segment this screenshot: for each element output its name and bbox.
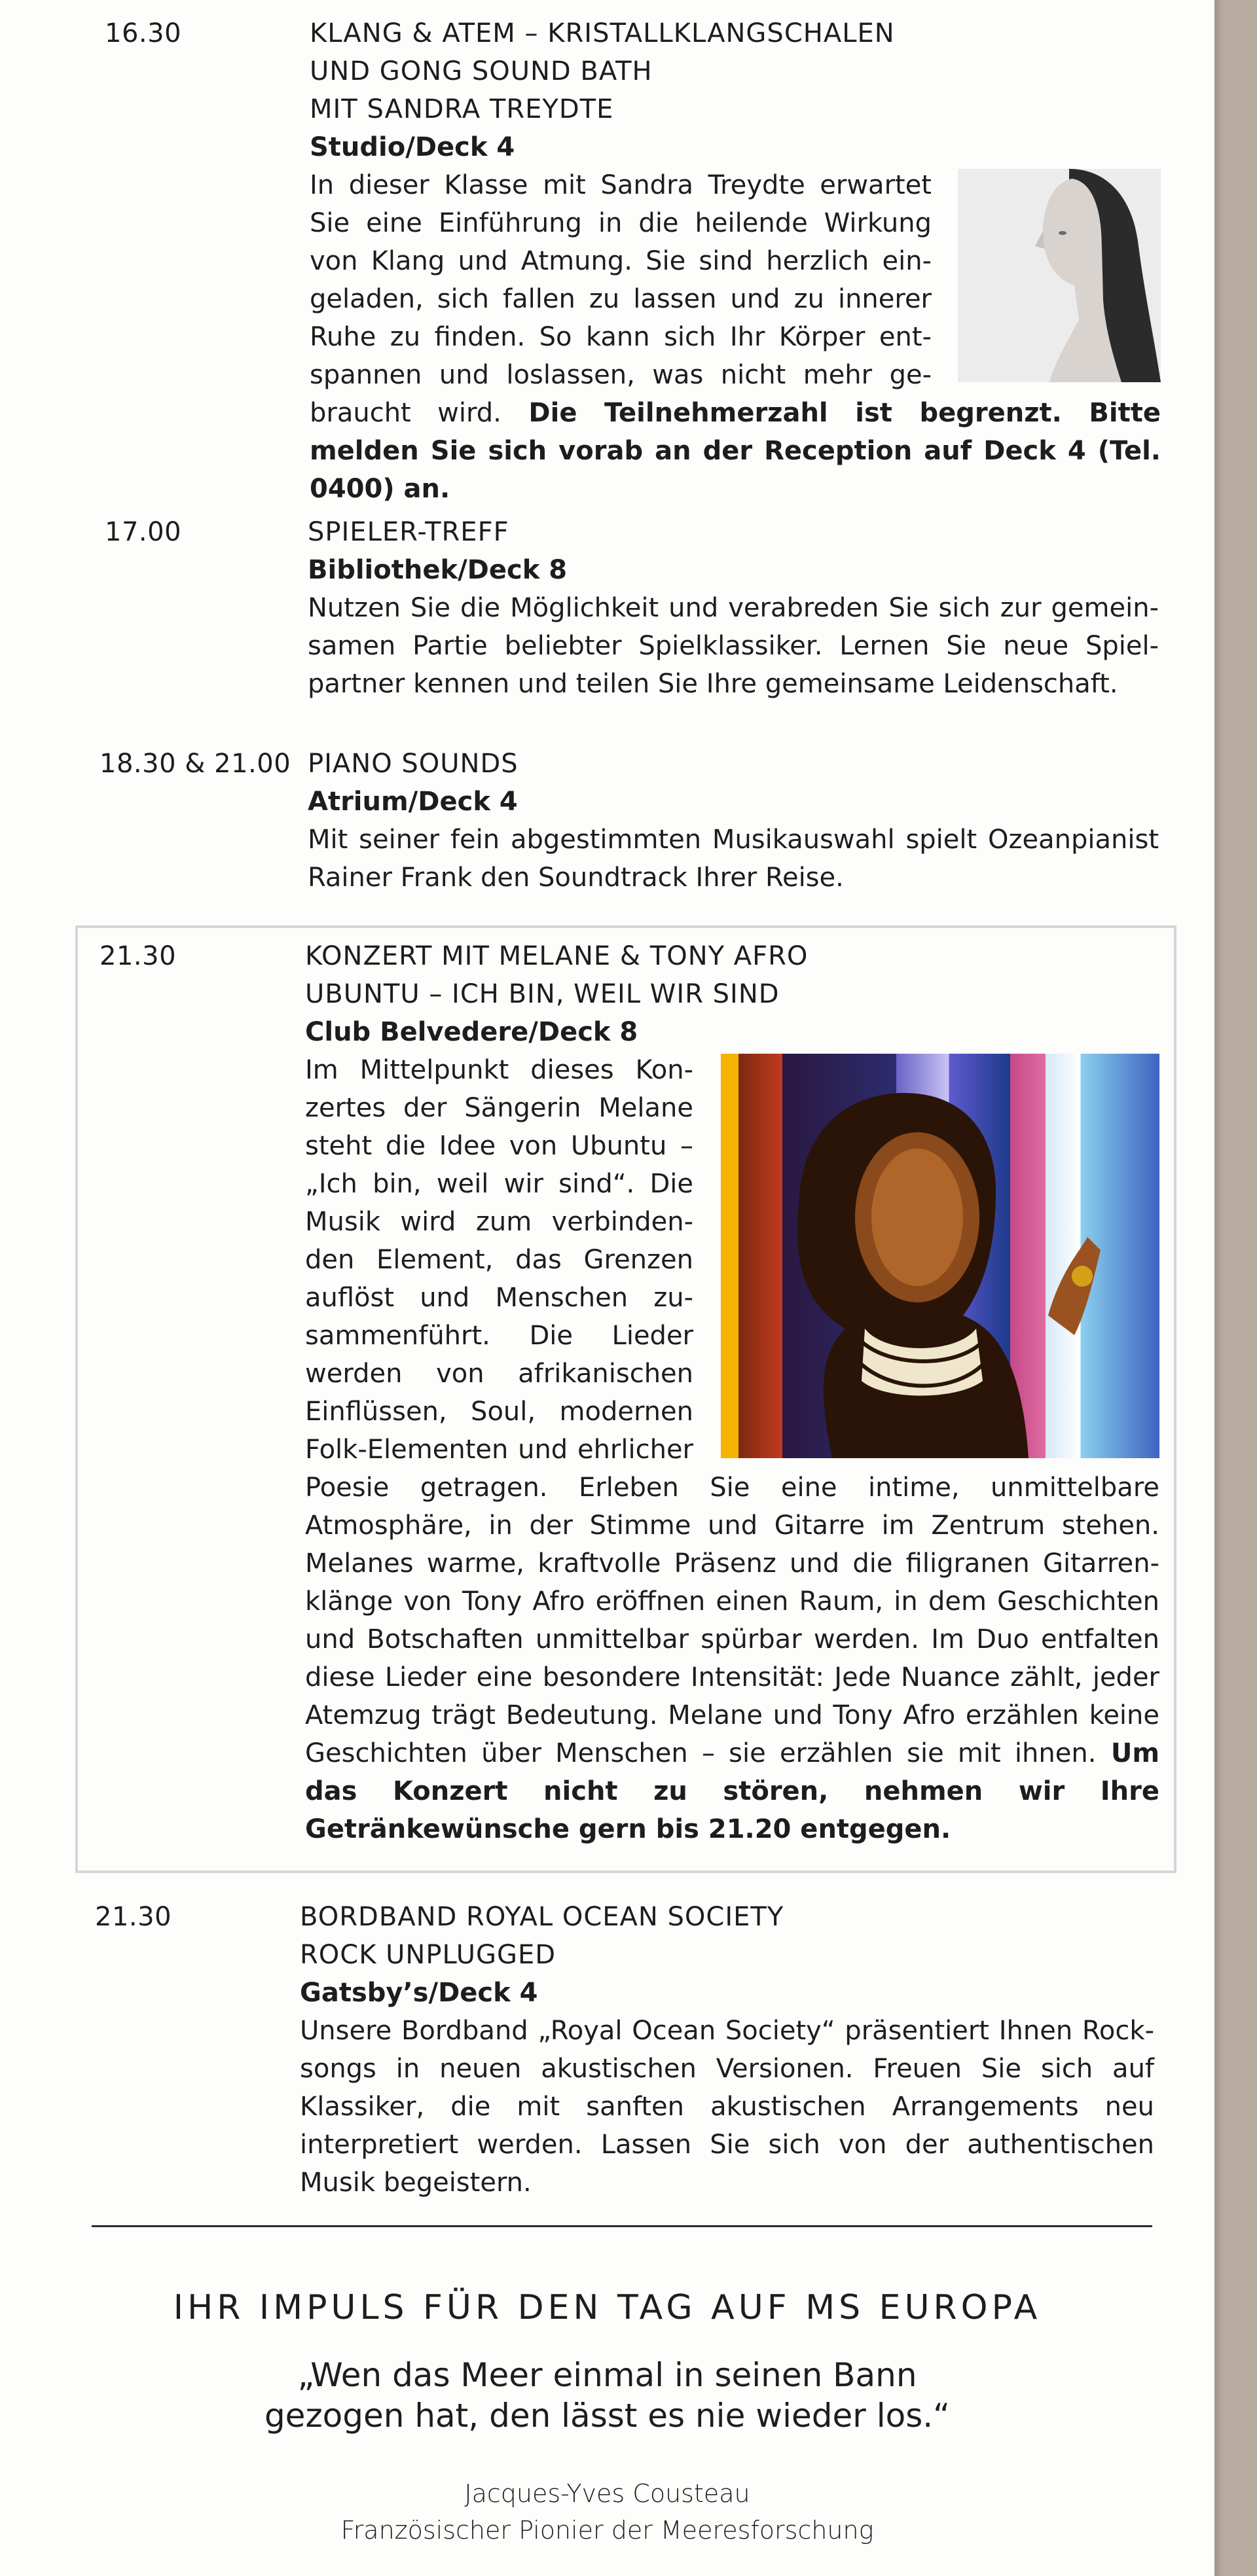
- quote-author-title: Französischer Pionier der Meeresforschung: [340, 2516, 874, 2545]
- event-description-text: Im Mittelpunkt dieses Konzertes der Sängerin Melane steht die Idee von Ubuntu – „Ich bin, weil wir sind“. Die Musik wird zum verbindenden Element, das Grenzen auflöst und Menschen zusammenführt. Die Lieder werden von afrikanischen Einflüssen, Soul, modernen Folk-Elementen und ehrlicher Poesie getragen. Erleben Sie eine intime, unmittelbare Atmosphäre, in der Stimme und Gitarre im Zentrum stehen. Melanes warme, kraftvolle Präsenz und die filigranen Gitarrenklänge von Tony Afro eröffnen einen Raum, in dem Geschichten und Botschaften unmittelbar spürbar werden. Im Duo entfalten diese Lieder eine besondere Intensität: Jede Nuance zählt, jeder Atemzug trägt Bedeutung. Melane und Tony Afro erzählen keine Geschichten über Menschen – sie erzählen sie mit ihnen.: [305, 1055, 1159, 1768]
- event-description: Unsere Bordband „Royal Ocean Society“ präsentiert Ihnen Rocksongs in neuen akustischen Versionen. Freuen Sie sich auf Klassiker, die mit sanften akustischen Arrangements neu interpretiert werden. Lassen Sie sich von der authentischen Musik begeistern.: [300, 2016, 1154, 2198]
- event-piano-sounds: [0, 745, 1214, 902]
- event-drinks-note: Um das Konzert nicht zu stören, nehmen wir Ihre Getränkewünsche gern bis 21.20 entgegen.: [305, 1738, 1159, 1844]
- event-konzert-melane: [0, 937, 1214, 1867]
- melane-photo: [721, 1054, 1159, 1458]
- event-spieler-treff: [0, 513, 1214, 709]
- event-content: [305, 937, 1159, 1848]
- quote-author: Jacques-Yves Cousteau: [464, 2479, 750, 2508]
- event-title-line: ROCK UNPLUGGED: [300, 1940, 556, 1970]
- event-description: [310, 166, 1161, 508]
- event-content: [310, 14, 1161, 508]
- event-title: [308, 745, 1159, 783]
- event-description: Nutzen Sie die Möglichkeit und verabreden Sie sich zur gemeinsamen Partie beliebter Spielklassiker. Lernen Sie neue Spielpartner kennen und teilen Sie Ihre gemeinsame Leidenschaft.: [308, 593, 1159, 699]
- event-time: 18.30 & 21.00: [100, 749, 291, 779]
- event-location: Studio/Deck 4: [310, 132, 515, 162]
- event-content: [308, 745, 1159, 897]
- page-edge: [1214, 0, 1222, 2576]
- event-title: [308, 513, 1159, 551]
- event-description-text: In dieser Klasse mit Sandra Treydte erwartet Sie eine Einführung in die heilende Wirkung von Klang und Atmung. Sie sind herzlich eingeladen, sich fallen zu lassen und zu innerer Ruhe zu finden. So kann sich Ihr Körper entspannen und loslassen, was nicht mehr gebraucht wird.: [310, 170, 932, 428]
- section-divider: [92, 2225, 1152, 2227]
- event-title-line: UBUNTU – ICH BIN, WEIL WIR SIND: [305, 979, 780, 1009]
- event-location: Club Belvedere/Deck 8: [305, 1017, 638, 1047]
- event-title-line: BORDBAND ROYAL OCEAN SOCIETY: [300, 1902, 784, 1932]
- singer-image: [721, 1054, 1159, 1458]
- event-description: [305, 1051, 1159, 1848]
- quote-attribution: [0, 2475, 1214, 2549]
- event-time: 16.30: [105, 18, 182, 48]
- event-time: 17.00: [105, 517, 182, 547]
- event-location: Gatsby’s/Deck 4: [300, 1978, 538, 2008]
- sandra-treydte-photo: [958, 169, 1161, 382]
- event-time: 21.30: [95, 1902, 172, 1932]
- event-description: Mit seiner fein abgestimmten Musikauswahl spielt Ozeanpianist Rainer Frank den Soundtrack Ihrer Reise.: [308, 825, 1159, 893]
- event-bordband: [0, 1898, 1214, 2198]
- event-title-line: PIANO SOUNDS: [308, 749, 519, 779]
- event-title: [305, 937, 1159, 1013]
- impulse-quote: [0, 2355, 1214, 2436]
- event-registration-note: Die Teilnehmerzahl ist begrenzt. Bitte melden Sie sich vorab an der Reception auf Deck 4 (Tel. 0400) an.: [310, 398, 1161, 504]
- event-title-line: SPIELER-TREFF: [308, 517, 509, 547]
- impulse-heading: IHR IMPULS FÜR DEN TAG AUF MS EUROPA: [173, 2288, 1042, 2327]
- quote-line: „Wen das Meer einmal in seinen Bann: [297, 2356, 917, 2394]
- event-time: 21.30: [100, 941, 177, 971]
- event-content: [308, 513, 1159, 703]
- event-content: [300, 1898, 1154, 2202]
- portrait-image: [958, 169, 1161, 382]
- event-title-line: KONZERT MIT MELANE & TONY AFRO: [305, 941, 809, 971]
- event-location: Bibliothek/Deck 8: [308, 555, 568, 585]
- event-title: [310, 14, 1161, 128]
- event-location: Atrium/Deck 4: [308, 787, 518, 817]
- event-title-line: MIT SANDRA TREYDTE: [310, 94, 614, 124]
- event-title: [300, 1898, 1154, 1974]
- event-klang-atem: [0, 14, 1214, 504]
- event-title-line: UND GONG SOUND BATH: [310, 56, 653, 86]
- quote-line: gezogen hat, den lässt es nie wieder los.“: [264, 2397, 951, 2435]
- event-title-line: KLANG & ATEM – KRISTALLKLANGSCHALEN: [310, 18, 895, 48]
